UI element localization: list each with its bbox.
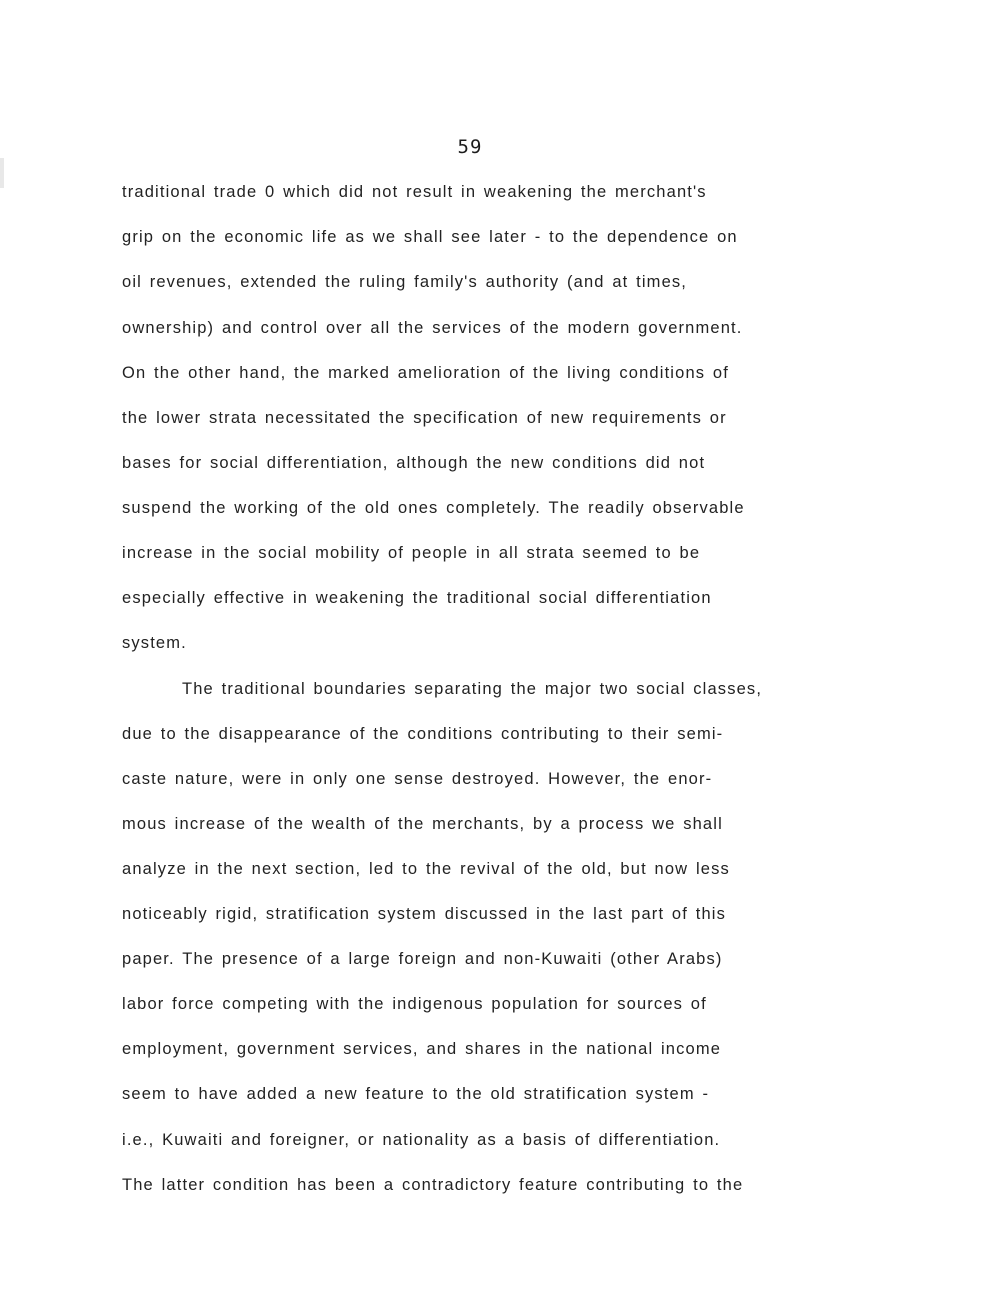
text-line: increase in the social mobility of people in all strata seemed to be bbox=[122, 544, 701, 562]
paragraph-first-line: The traditional boundaries separating the major two social classes, bbox=[182, 680, 763, 698]
text-line: labor force competing with the indigenous population for sources of bbox=[122, 995, 707, 1013]
text-line: analyze in the next section, led to the revival of the old, but now less bbox=[122, 860, 730, 878]
text-line: traditional trade 0 which did not result in weakening the merchant's bbox=[122, 183, 707, 201]
scan-edge-mark bbox=[0, 158, 4, 188]
text-line: noticeably rigid, stratification system discussed in the last part of this bbox=[122, 905, 726, 923]
text-line: oil revenues, extended the ruling family's authority (and at times, bbox=[122, 273, 688, 291]
text-line: due to the disappearance of the conditions contributing to their semi- bbox=[122, 725, 724, 743]
text-line: the lower strata necessitated the specification of new requirements or bbox=[122, 409, 727, 427]
text-line: paper. The presence of a large foreign and non-Kuwaiti (other Arabs) bbox=[122, 950, 723, 968]
text-line: ownership) and control over all the services of the modern government. bbox=[122, 319, 743, 337]
text-line: The latter condition has been a contradictory feature contributing to the bbox=[122, 1176, 744, 1194]
text-line: On the other hand, the marked amelioration of the living conditions of bbox=[122, 364, 729, 382]
text-line: grip on the economic life as we shall see later - to the dependence on bbox=[122, 228, 738, 246]
text-line: i.e., Kuwaiti and foreigner, or nationality as a basis of differentiation. bbox=[122, 1131, 721, 1149]
page-number: 59 bbox=[457, 136, 483, 158]
text-line: system. bbox=[122, 634, 187, 652]
text-line: bases for social differentiation, although the new conditions did not bbox=[122, 454, 706, 472]
text-line: suspend the working of the old ones completely. The readily observable bbox=[122, 499, 745, 517]
text-line: seem to have added a new feature to the old stratification system - bbox=[122, 1085, 710, 1103]
text-line: employment, government services, and shares in the national income bbox=[122, 1040, 722, 1058]
text-line: caste nature, were in only one sense destroyed. However, the enor- bbox=[122, 770, 713, 788]
text-line: especially effective in weakening the traditional social differentiation bbox=[122, 589, 712, 607]
text-line: mous increase of the wealth of the merchants, by a process we shall bbox=[122, 815, 723, 833]
